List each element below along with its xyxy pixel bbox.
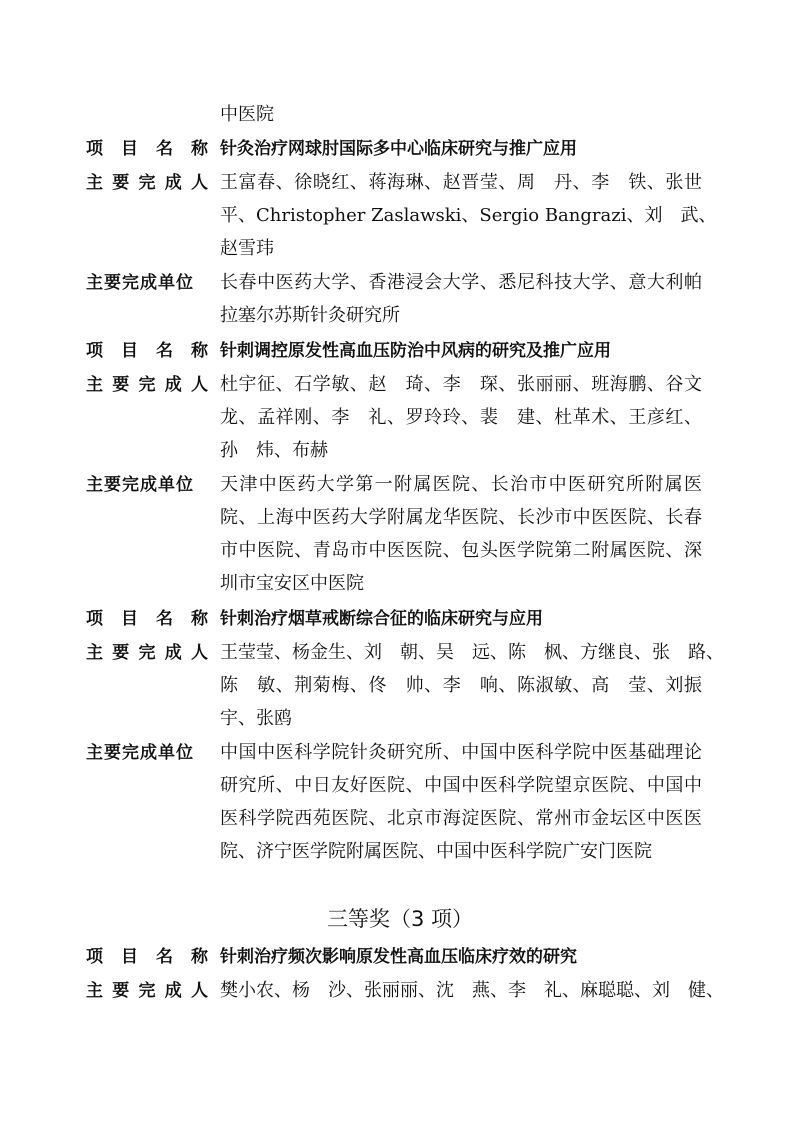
units-line: 圳市宝安区中医院 xyxy=(220,573,364,594)
project-name: 针灸治疗网球肘国际多中心临床研究与推广应用 xyxy=(220,139,577,159)
units-label: 主要完成单位 xyxy=(86,743,194,763)
project-name-label: 项 目 名 称 xyxy=(86,341,208,361)
completers-line: 王莹莹、杨金生、刘 朝、吴 远、陈 枫、方继良、张 路、 xyxy=(220,642,724,663)
completers-line: 赵雪玮 xyxy=(220,238,274,259)
completers-label: 主 要 完 成 人 xyxy=(86,981,208,1001)
units-line: 拉塞尔苏斯针灸研究所 xyxy=(220,305,400,326)
continued-unit-tail: 中医院 xyxy=(220,104,274,125)
project-name-label: 项 目 名 称 xyxy=(86,139,208,159)
units-line: 研究所、中日友好医院、中国中医科学院望京医院、中国中 xyxy=(220,775,702,796)
completers-label: 主 要 完 成 人 xyxy=(86,375,208,395)
units-line: 院、济宁医学院附属医院、中国中医科学院广安门医院 xyxy=(220,841,652,862)
units-line: 院、上海中医药大学附属龙华医院、长沙市中医医院、长春 xyxy=(220,507,702,528)
completers-line: 宇、张鸥 xyxy=(220,708,292,729)
units-line: 市中医院、青岛市中医医院、包头医学院第二附属医院、深 xyxy=(220,540,702,561)
units-line: 中国中医科学院针灸研究所、中国中医科学院中医基础理论 xyxy=(220,742,702,763)
project-name-label: 项 目 名 称 xyxy=(86,947,208,967)
completers-line: 杜宇征、石学敏、赵 琦、李 琛、张丽丽、班海鹏、谷文 xyxy=(220,374,702,395)
project-name: 针刺调控原发性高血压防治中风病的研究及推广应用 xyxy=(220,341,611,361)
completers-line: 陈 敏、荆菊梅、佟 帅、李 响、陈淑敏、高 莹、刘振 xyxy=(220,675,702,696)
completers-line: 孙 炜、布赫 xyxy=(220,440,328,461)
units-label: 主要完成单位 xyxy=(86,475,194,495)
completers-line: 龙、孟祥刚、李 礼、罗玲玲、裴 建、杜革术、王彦红、 xyxy=(220,407,702,428)
units-label: 主要完成单位 xyxy=(86,273,194,293)
completers-label: 主 要 完 成 人 xyxy=(86,173,208,193)
completers-line: 平、Christopher Zaslawski、Sergio Bangrazi、刘 武、 xyxy=(220,205,717,226)
units-line: 医科学院西苑医院、北京市海淀医院、常州市金坛区中医医 xyxy=(220,808,702,829)
completers-line: 樊小农、杨 沙、张丽丽、沈 燕、李 礼、麻聪聪、刘 健、 xyxy=(220,980,724,1001)
section-heading-third-prize: 三等奖（3 项） xyxy=(326,907,474,931)
completers-label: 主 要 完 成 人 xyxy=(86,643,208,663)
project-name: 针刺治疗频次影响原发性高血压临床疗效的研究 xyxy=(220,947,577,967)
completers-line: 王富春、徐晓红、蒋海琳、赵晋莹、周 丹、李 铁、张世 xyxy=(220,172,702,193)
units-line: 天津中医药大学第一附属医院、长治市中医研究所附属医 xyxy=(220,474,702,495)
units-line: 长春中医药大学、香港浸会大学、悉尼科技大学、意大利帕 xyxy=(220,272,702,293)
project-name-label: 项 目 名 称 xyxy=(86,609,208,629)
project-name: 针刺治疗烟草戒断综合征的临床研究与应用 xyxy=(220,609,543,629)
